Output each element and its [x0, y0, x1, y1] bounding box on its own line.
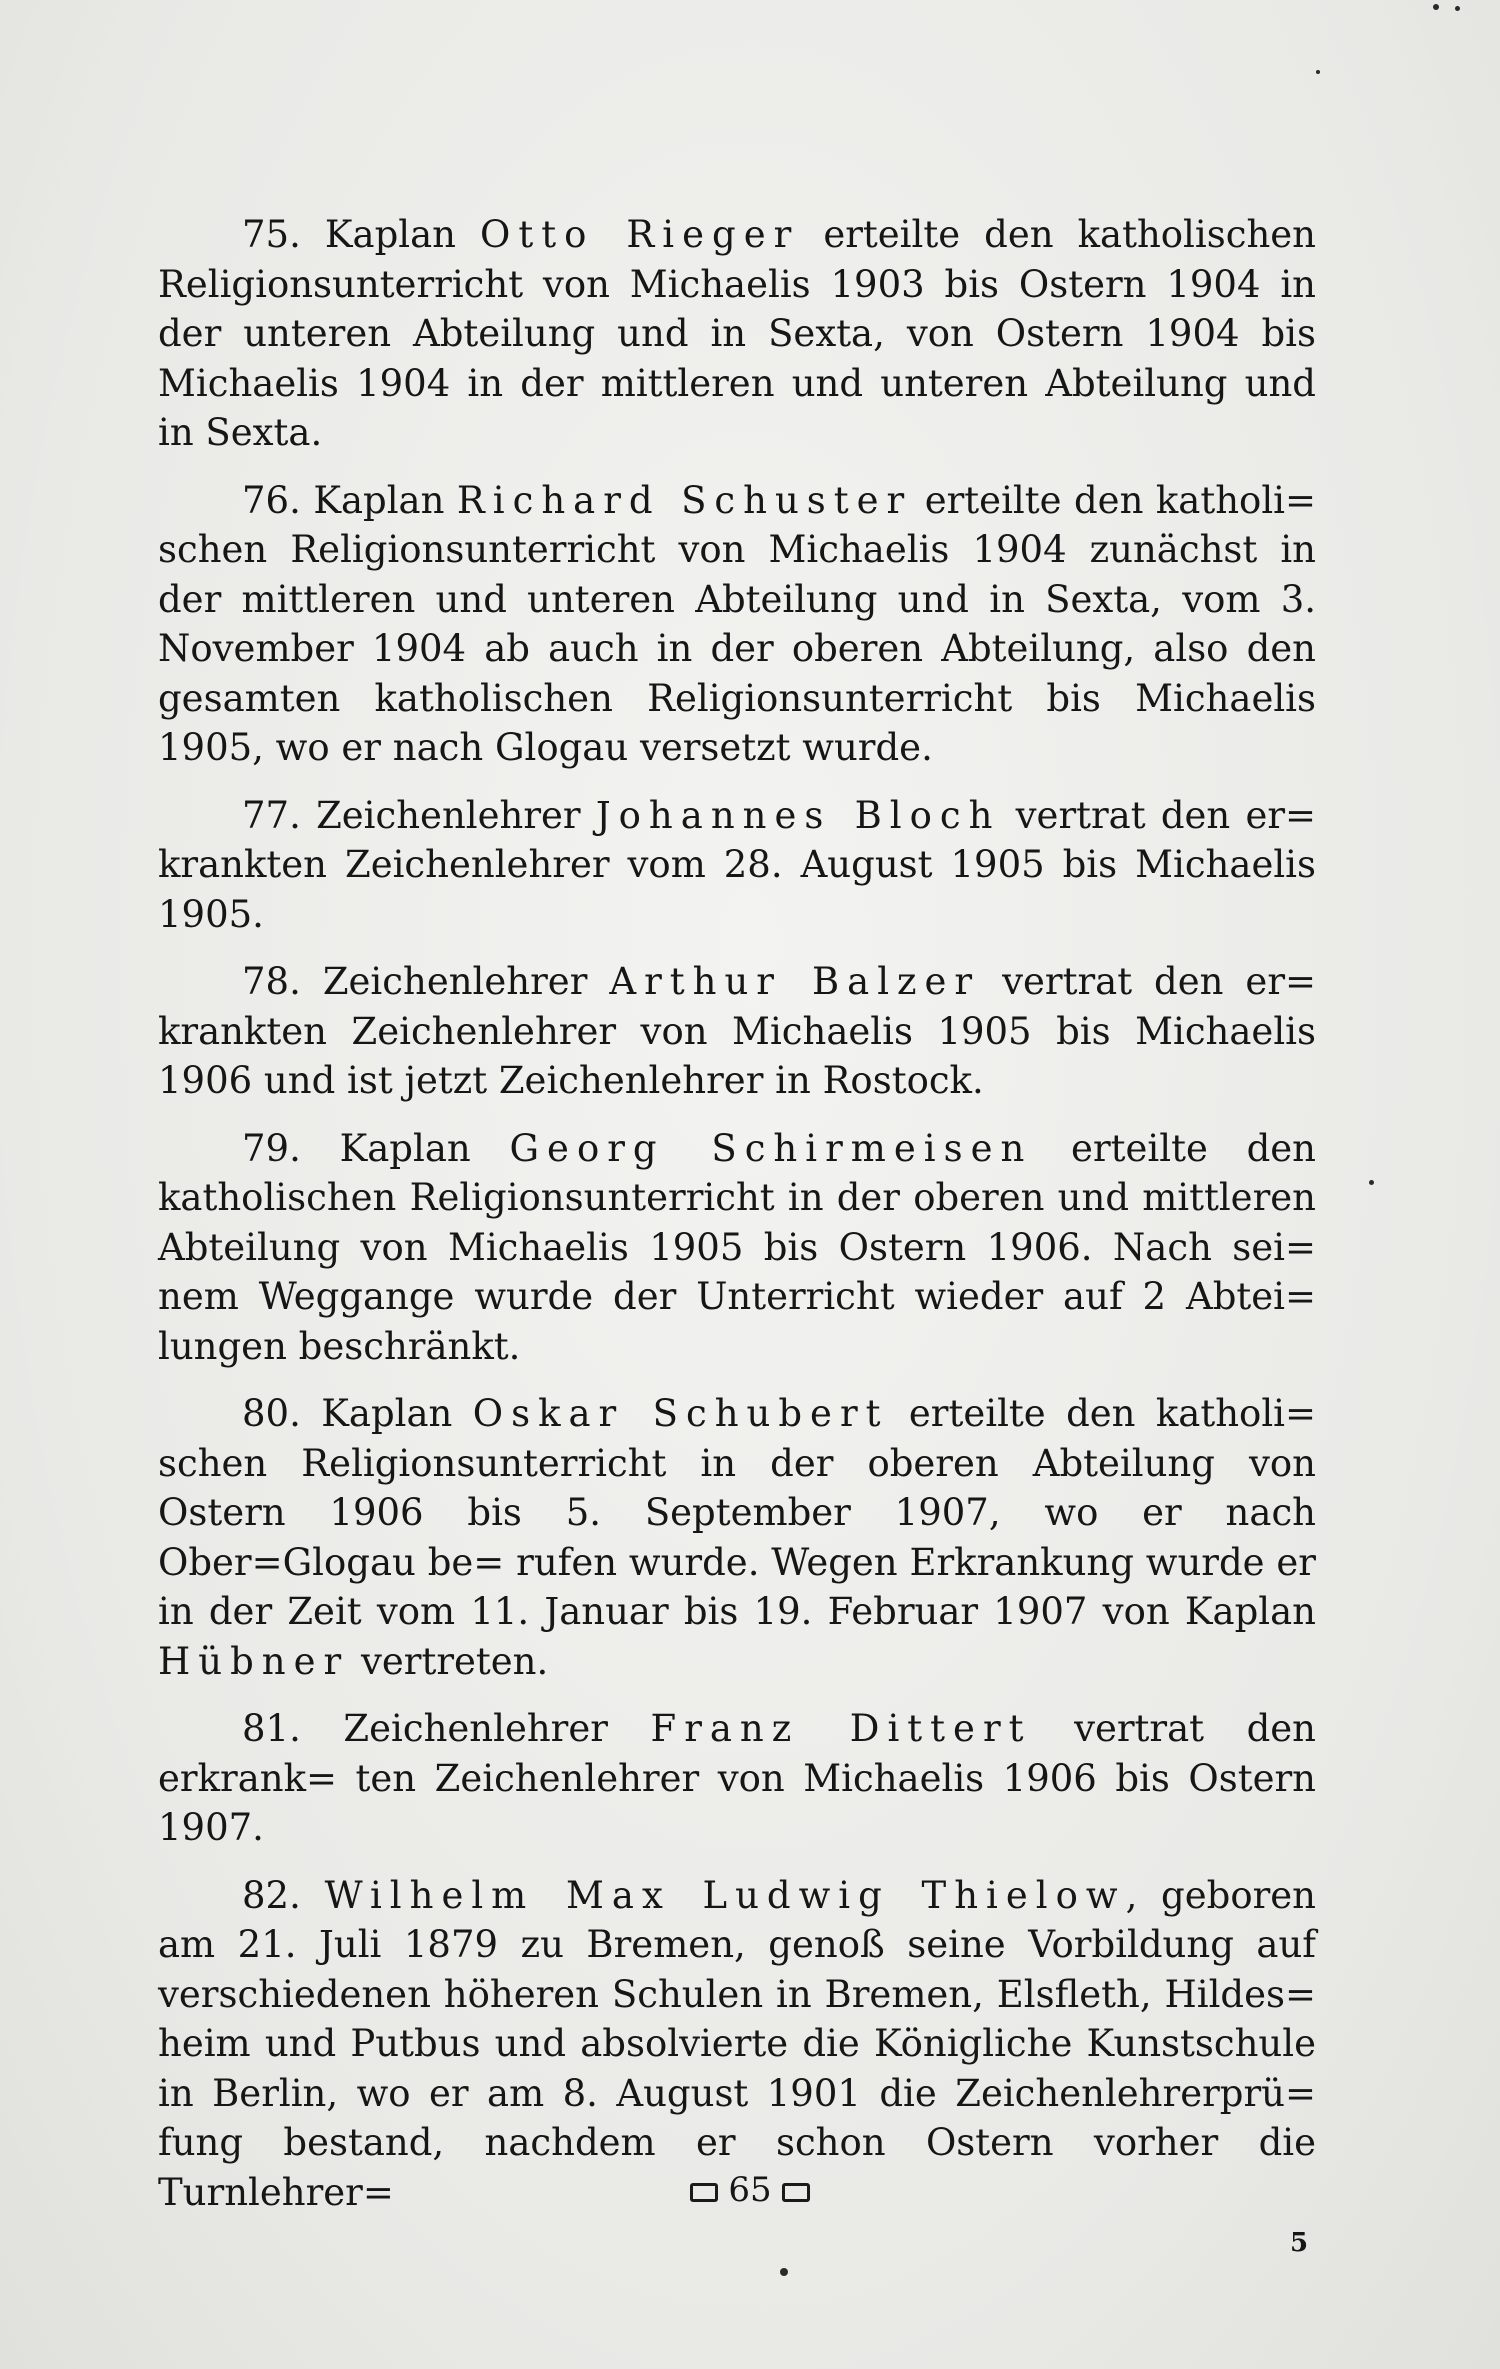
ornament-box-right [782, 2183, 810, 2202]
entry-text: , geboren am 21. Juli 1879 zu Bremen, genoß seine Vorbildung auf verschiedenen höheren Schulen in Bremen, Elsfleth, Hildes= heim und Putbus und absolvierte die Königliche Kunstschule in Berlin, wo er am 8. August 1901 die Zeichenlehrerprü= fung bestand, nachdem er schon Ostern vorher die Turnlehrer= [158, 1873, 1317, 2214]
entry-text: erteilte den katholi= schen Religionsunterricht von Michaelis 1904 zunächst in der mittleren und unteren Abteilung und in Sexta, vom 3. November 1904 ab auch in der oberen Abteilung, also den gesamten katholischen Religionsunterricht bis Michaelis 1905, wo er nach Glogau versetzt wurde. [158, 478, 1316, 769]
spaced-name: Oskar Schubert [472, 1392, 889, 1435]
entry-80 [158, 1389, 1316, 1686]
entry-text: erteilte den katholi= schen Religionsunterricht in der oberen Abteilung von Ostern 1906 bis 5. September 1907, wo er nach Ober=Glogau be= rufen wurde. Wegen Erkrankung wurde er in der Zeit vom 11. Januar bis 19. Februar 1907 von Kaplan [158, 1392, 1316, 1633]
spaced-name: Arthur Balzer [609, 960, 981, 1003]
spaced-name: Otto Rieger [480, 213, 800, 256]
entry-text: Zeichenlehrer [322, 960, 610, 1003]
body-text [158, 210, 1316, 2235]
entry-75 [158, 210, 1316, 458]
dust-speck [1369, 1180, 1374, 1185]
spaced-name: Wilhelm Max Ludwig Thielow [324, 1873, 1126, 1917]
entry-number: 77. [242, 793, 301, 837]
entry-81 [158, 1704, 1316, 1853]
entry-text: vertrat den er= krankten Zeichenlehrer vom 28. August 1905 bis Michaelis 1905. [158, 793, 1317, 936]
page-number-value: 65 [728, 2170, 772, 2210]
entry-text: Kaplan [324, 213, 481, 256]
spaced-name: Johannes Bloch [595, 793, 1001, 837]
entry-82 [158, 1871, 1316, 2218]
spaced-name: Franz Dittert [650, 1707, 1032, 1750]
entry-text: erteilte den katholischen Religionsunterricht von Michaelis 1903 bis Ostern 1904 in der unteren Abteilung und in Sexta, von Ostern 1904 bis Michaelis 1904 in der mittleren und unteren Abteilung und in Sexta. [158, 213, 1316, 454]
entry-79 [158, 1124, 1316, 1372]
entry-number: 82. [242, 1873, 301, 1917]
entry-number: 81. [242, 1707, 301, 1750]
dust-speck [780, 2268, 788, 2276]
entry-text: vertreten. [349, 1639, 549, 1683]
entry-text: Kaplan [339, 1126, 510, 1170]
ornament-box-left [690, 2183, 718, 2202]
signature-mark: 5 [1290, 2228, 1309, 2258]
entry-number: 75. [242, 213, 301, 256]
dust-speck [1455, 6, 1460, 11]
entry-number: 80. [242, 1392, 301, 1435]
entry-text: erteilte den katholischen Religionsunterricht in der oberen und mittleren Abteilung von Michaelis 1905 bis Ostern 1906. Nach sei= nem Weggange wurde der Unterricht wieder auf 2 Abtei= lungen beschränkt. [158, 1126, 1317, 1368]
dust-speck [1316, 70, 1320, 74]
dust-speck [1433, 4, 1439, 10]
spaced-name: Hübner [158, 1639, 350, 1683]
entry-text: Zeichenlehrer [343, 1707, 651, 1750]
spaced-name: Richard Schuster [456, 478, 913, 522]
entry-number: 78. [242, 960, 301, 1003]
page-number [0, 2170, 1500, 2210]
entry-text: Kaplan [321, 1392, 473, 1435]
entry-text: Zeichenlehrer [316, 793, 596, 837]
entry-text: vertrat den er= krankten Zeichenlehrer von Michaelis 1905 bis Michaelis 1906 und ist jetzt Zeichenlehrer in Rostock. [158, 960, 1317, 1102]
entry-number: 79. [242, 1126, 301, 1170]
entry-text: Kaplan [313, 478, 457, 522]
entry-76 [158, 476, 1316, 773]
spaced-name: Georg Schirmeisen [509, 1126, 1033, 1170]
entry-78 [158, 957, 1316, 1106]
entry-77 [158, 791, 1316, 940]
entry-number: 76. [242, 478, 301, 522]
entry-text: vertrat den erkrank= ten Zeichenlehrer von Michaelis 1906 bis Ostern 1907. [158, 1707, 1317, 1849]
